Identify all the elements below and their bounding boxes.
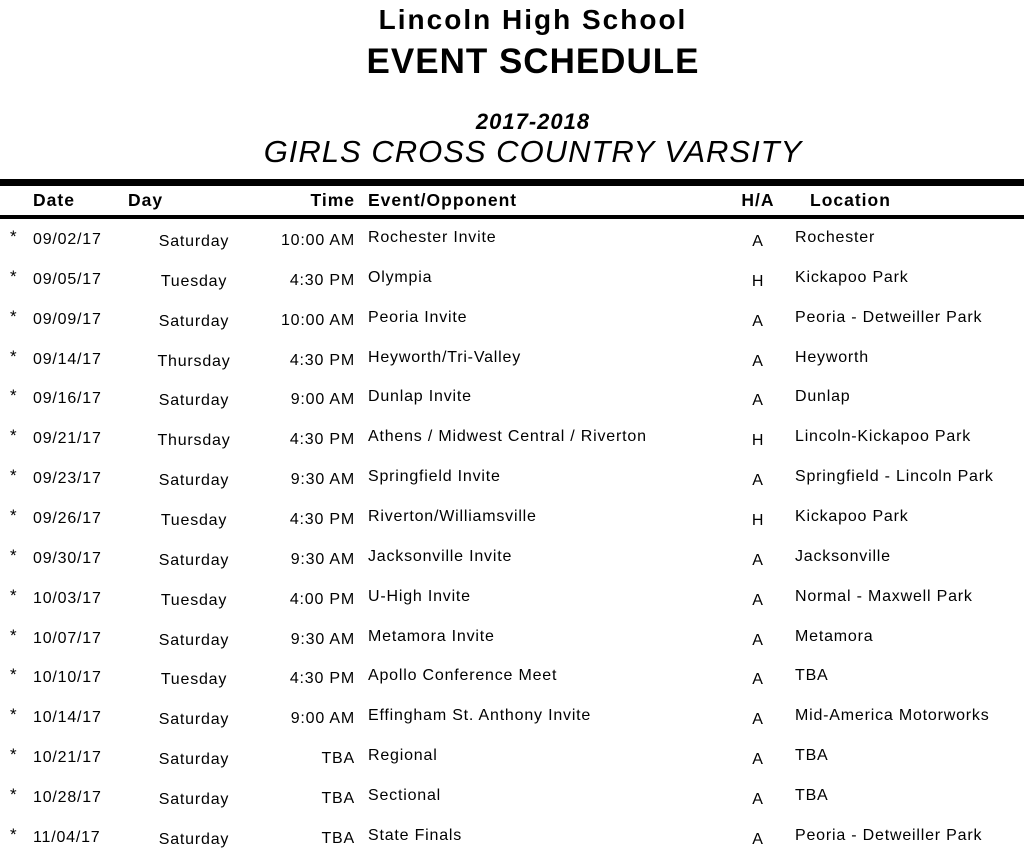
cell-event: Sectional — [368, 787, 442, 805]
divider-top-thick — [0, 179, 1024, 186]
column-header-ha: H/A — [741, 190, 775, 210]
asterisk-marker: * — [10, 466, 18, 486]
cell-date: 10/14/17 — [33, 709, 102, 727]
cell-ha: H — [751, 432, 765, 450]
table-row — [0, 817, 1024, 857]
cell-ha: A — [752, 551, 764, 569]
cell-ha: A — [752, 591, 764, 609]
table-row — [0, 538, 1024, 578]
cell-location: Lincoln-Kickapoo Park — [795, 428, 971, 446]
page-title: EVENT SCHEDULE — [366, 42, 700, 81]
title-block — [21, 0, 1024, 179]
asterisk-marker: * — [10, 386, 18, 406]
asterisk-marker: * — [10, 824, 18, 844]
cell-ha: A — [752, 830, 764, 848]
cell-time: 4:30 PM — [289, 431, 355, 449]
cell-location: TBA — [795, 787, 829, 805]
season-years: 2017-2018 — [475, 109, 591, 134]
cell-time: 10:00 AM — [280, 232, 355, 249]
cell-time: 9:30 AM — [290, 471, 355, 489]
cell-time: TBA — [321, 790, 355, 808]
cell-location: Normal - Maxwell Park — [795, 587, 973, 605]
table-row — [0, 339, 1024, 379]
cell-day: Saturday — [158, 751, 230, 769]
cell-day: Thursday — [157, 432, 231, 450]
cell-time: 4:30 PM — [289, 670, 355, 688]
cell-time: TBA — [321, 829, 355, 847]
cell-date: 09/26/17 — [33, 510, 102, 528]
cell-date: 10/28/17 — [33, 789, 102, 807]
cell-location: Springfield - Lincoln Park — [795, 468, 994, 486]
cell-event: Heyworth/Tri-Valley — [368, 348, 522, 366]
asterisk-marker: * — [10, 227, 18, 246]
cell-ha: A — [752, 472, 764, 490]
cell-day: Saturday — [158, 830, 230, 848]
cell-time: 10:00 AM — [280, 311, 355, 329]
cell-date: 09/02/17 — [33, 231, 102, 248]
cell-event: Rochester Invite — [368, 229, 497, 246]
cell-location: Peoria - Detweiller Park — [795, 308, 983, 326]
cell-day: Saturday — [158, 551, 230, 569]
asterisk-marker: * — [10, 705, 18, 725]
cell-ha: H — [751, 272, 765, 290]
asterisk-marker: * — [10, 426, 18, 446]
cell-time: 4:00 PM — [289, 590, 355, 608]
cell-event: State Finals — [368, 826, 463, 844]
cell-ha: H — [751, 512, 765, 530]
cell-date: 09/21/17 — [33, 430, 102, 448]
cell-date: 10/03/17 — [33, 589, 102, 607]
cell-event: Apollo Conference Meet — [368, 667, 558, 685]
cell-location: Dunlap — [795, 388, 851, 406]
cell-location: Rochester — [795, 229, 876, 246]
cell-time: 9:00 AM — [290, 391, 355, 409]
cell-time: 4:30 PM — [289, 271, 355, 289]
cell-ha: A — [752, 233, 764, 250]
cell-date: 09/23/17 — [33, 470, 102, 488]
column-header-time: Time — [310, 190, 355, 210]
cell-day: Saturday — [158, 711, 230, 729]
asterisk-marker: * — [10, 665, 18, 685]
cell-date: 10/21/17 — [33, 749, 102, 767]
column-header-day: Day — [128, 190, 164, 210]
cell-location: Kickapoo Park — [795, 268, 909, 286]
cell-date: 09/05/17 — [33, 270, 102, 288]
table-row — [0, 578, 1024, 618]
cell-event: Peoria Invite — [368, 308, 468, 326]
cell-ha: A — [752, 352, 764, 370]
asterisk-marker: * — [10, 585, 18, 605]
cell-date: 09/16/17 — [33, 390, 102, 408]
table-row — [0, 777, 1024, 817]
cell-event: Metamora Invite — [368, 627, 495, 645]
cell-location: Metamora — [795, 627, 874, 645]
cell-date: 10/07/17 — [33, 629, 102, 647]
cell-date: 11/04/17 — [33, 828, 101, 846]
cell-day: Thursday — [157, 352, 231, 370]
cell-event: Springfield Invite — [368, 468, 501, 486]
cell-ha: A — [752, 751, 764, 769]
cell-ha: A — [752, 631, 764, 649]
cell-ha: A — [752, 711, 764, 729]
asterisk-marker: * — [10, 306, 18, 326]
cell-event: Olympia — [368, 268, 433, 286]
cell-location: Heyworth — [795, 348, 869, 366]
cell-day: Saturday — [158, 312, 230, 330]
cell-time: 9:30 AM — [290, 550, 355, 568]
cell-location: Mid-America Motorworks — [795, 707, 990, 725]
cell-event: Athens / Midwest Central / Riverton — [368, 428, 647, 446]
cell-date: 10/10/17 — [33, 669, 102, 687]
column-header-event: Event/Opponent — [368, 190, 518, 210]
asterisk-marker: * — [10, 785, 18, 805]
column-header-date: Date — [33, 190, 75, 210]
table-row — [0, 378, 1024, 418]
cell-location: Kickapoo Park — [795, 508, 909, 526]
cell-date: 09/30/17 — [33, 549, 102, 567]
cell-event: Dunlap Invite — [368, 388, 472, 406]
schedule-rows — [0, 219, 1024, 857]
asterisk-marker: * — [10, 346, 18, 366]
cell-event: Regional — [368, 747, 438, 765]
table-row — [0, 458, 1024, 498]
cell-day: Saturday — [158, 392, 230, 410]
asterisk-marker: * — [10, 266, 18, 286]
school-name: Lincoln High School — [378, 4, 688, 35]
cell-day: Tuesday — [160, 272, 228, 290]
table-header-row — [0, 186, 1024, 215]
team-subtitle: GIRLS CROSS COUNTRY VARSITY — [263, 134, 803, 169]
table-row — [0, 418, 1024, 458]
cell-event: Effingham St. Anthony Invite — [368, 707, 592, 725]
asterisk-marker: * — [10, 506, 18, 526]
table-row — [0, 618, 1024, 658]
table-row — [0, 259, 1024, 299]
cell-ha: A — [752, 671, 764, 689]
asterisk-marker: * — [10, 745, 18, 765]
cell-date: 09/09/17 — [33, 310, 102, 328]
cell-event: Riverton/Williamsville — [368, 508, 537, 526]
cell-event: U-High Invite — [368, 587, 471, 605]
cell-location: Jacksonville — [795, 547, 891, 565]
cell-day: Saturday — [158, 791, 230, 809]
cell-day: Tuesday — [160, 591, 228, 609]
cell-event: Jacksonville Invite — [368, 547, 513, 565]
cell-time: TBA — [321, 750, 355, 768]
cell-ha: A — [752, 392, 764, 410]
table-row — [0, 299, 1024, 339]
cell-time: 4:30 PM — [289, 351, 355, 369]
table-row — [0, 697, 1024, 737]
cell-ha: A — [752, 791, 764, 809]
cell-location: TBA — [795, 747, 829, 765]
cell-time: 9:00 AM — [290, 710, 355, 728]
cell-day: Saturday — [158, 631, 230, 649]
column-header-location: Location — [810, 190, 891, 210]
cell-time: 9:30 AM — [290, 630, 355, 648]
cell-day: Tuesday — [160, 512, 228, 530]
cell-day: Saturday — [158, 472, 230, 490]
cell-location: Peoria - Detweiller Park — [795, 826, 983, 844]
cell-date: 09/14/17 — [33, 350, 102, 368]
table-row — [0, 737, 1024, 777]
table-row — [0, 498, 1024, 538]
asterisk-marker: * — [10, 545, 18, 565]
table-row — [0, 657, 1024, 697]
cell-ha: A — [752, 312, 764, 330]
asterisk-marker: * — [10, 625, 18, 645]
cell-time: 4:30 PM — [289, 511, 355, 529]
table-row — [0, 219, 1024, 259]
cell-day: Saturday — [158, 233, 230, 250]
cell-day: Tuesday — [160, 671, 228, 689]
cell-location: TBA — [795, 667, 829, 685]
